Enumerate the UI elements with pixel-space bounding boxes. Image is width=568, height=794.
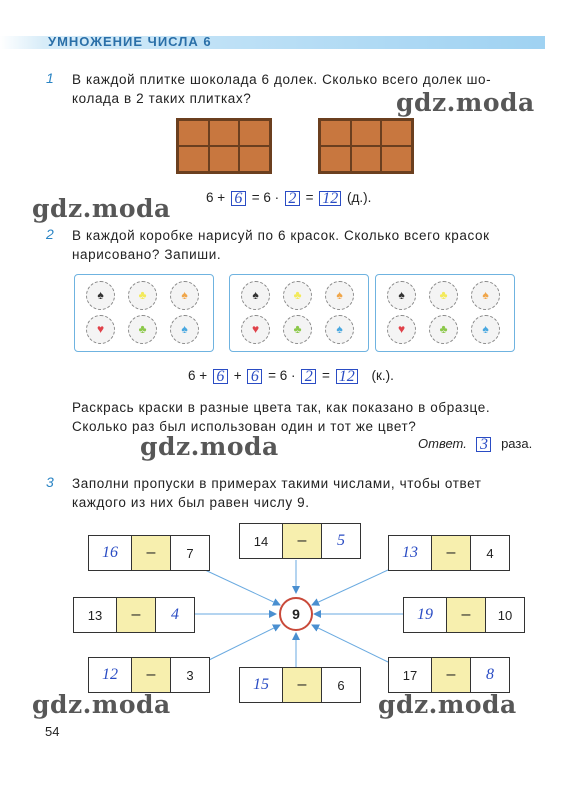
- subtraction-card: [239, 523, 361, 559]
- paint-blob-icon: ♠: [336, 288, 343, 302]
- watermark-3: gdz.moda: [140, 432, 279, 461]
- subtrahend-answer[interactable]: 8: [470, 658, 509, 692]
- task-1-answer-1[interactable]: 6: [231, 191, 246, 206]
- paint-blob-icon: ♣: [293, 288, 302, 302]
- paint-blob-icon: ♠: [181, 322, 188, 336]
- page-number: 54: [45, 724, 60, 739]
- watermark-5: gdz.moda: [378, 690, 517, 719]
- subtraction-card: [388, 657, 510, 693]
- paint-blob-icon: ♠: [482, 322, 489, 336]
- arrow-se: [312, 625, 388, 662]
- minuend-answer[interactable]: 13: [402, 544, 418, 561]
- task-2-line-1: В каждой коробке нарисуй по 6 красок. Сколько всего красок: [72, 228, 490, 243]
- subtraction-card: [88, 535, 210, 571]
- paint-blob-icon: ♥: [251, 322, 260, 336]
- minus-sign: –: [431, 536, 470, 570]
- minuend-answer[interactable]: 12: [102, 666, 118, 683]
- task-2-question-line-2: Сколько раз был использован один и тот же цвет?: [72, 419, 417, 434]
- task-3-line-2: каждого из них был равен числу 9.: [72, 495, 310, 510]
- paint-blob-icon: ♣: [293, 322, 302, 336]
- paint-blob-icon: ♣: [138, 288, 147, 302]
- task-1-line-2: колада в 2 таких плитках?: [72, 91, 252, 106]
- task-2-equation: 6 + 6 + 6 = 6 · 2 = 12 (к.).: [188, 368, 394, 385]
- subtrahend: 6: [321, 668, 360, 702]
- minus-sign: –: [282, 668, 321, 702]
- paint-blob-icon: ♣: [439, 322, 448, 336]
- paint-blob-icon: ♥: [397, 322, 406, 336]
- minuend-answer[interactable]: 15: [253, 676, 269, 693]
- subtrahend: 7: [170, 536, 209, 570]
- paint-blob-icon: ♥: [96, 322, 105, 336]
- subtraction-card: [88, 657, 210, 693]
- minuend: 17: [402, 667, 418, 683]
- arrow-nw: [205, 570, 280, 605]
- minus-sign: –: [446, 598, 485, 632]
- subtraction-card: [239, 667, 361, 703]
- subtraction-card: [73, 597, 195, 633]
- paint-blob-icon: ♠: [482, 288, 489, 302]
- arrow-sw: [205, 625, 280, 662]
- minuend: 14: [253, 533, 269, 549]
- task-1-answer-2[interactable]: 2: [285, 191, 300, 206]
- subtraction-card: [403, 597, 525, 633]
- paint-blob-icon: ♠: [97, 288, 104, 302]
- minus-sign: –: [282, 524, 321, 558]
- task-2-answer-value[interactable]: 3: [476, 437, 491, 452]
- minuend-answer[interactable]: 19: [417, 606, 433, 623]
- arrow-ne: [312, 570, 388, 605]
- task-2-number: 2: [46, 226, 54, 242]
- watermark-4: gdz.moda: [32, 690, 171, 719]
- paint-blob-icon: ♣: [138, 322, 147, 336]
- paint-blob-icon: ♠: [336, 322, 343, 336]
- page-title: УМНОЖЕНИЕ ЧИСЛА 6: [48, 34, 212, 49]
- minus-sign: –: [116, 598, 155, 632]
- task-2-line-2: нарисовано? Запиши.: [72, 247, 222, 262]
- subtrahend: 3: [170, 658, 209, 692]
- minus-sign: –: [131, 536, 170, 570]
- minuend-answer[interactable]: 16: [102, 544, 118, 561]
- task-2-answer-2[interactable]: 6: [247, 369, 262, 384]
- watermark-1: gdz.moda: [396, 88, 535, 117]
- task-3-number: 3: [46, 474, 54, 490]
- subtrahend-answer[interactable]: 4: [155, 598, 194, 632]
- task-2-answer-4[interactable]: 12: [336, 369, 358, 384]
- task-2-answer-1[interactable]: 6: [213, 369, 228, 384]
- task-2-answer-3[interactable]: 2: [301, 369, 316, 384]
- paint-blob-icon: ♠: [398, 288, 405, 302]
- task-1-line-1: В каждой плитке шоколада 6 долек. Сколько всего долек шо-: [72, 72, 492, 87]
- task-2-answer-line: Ответ. 3 раза.: [418, 436, 533, 453]
- subtrahend: 10: [485, 598, 524, 632]
- subtraction-card: [388, 535, 510, 571]
- watermark-2: gdz.moda: [32, 194, 171, 223]
- minus-sign: –: [131, 658, 170, 692]
- paint-blob-icon: ♠: [252, 288, 259, 302]
- minuend: 13: [87, 607, 103, 623]
- subtrahend: 4: [470, 536, 509, 570]
- paint-blob-icon: ♠: [181, 288, 188, 302]
- subtrahend-answer[interactable]: 5: [321, 524, 360, 558]
- target-number-circle: 9: [279, 597, 313, 631]
- task-1-answer-3[interactable]: 12: [319, 191, 341, 206]
- task-3-line-1: Заполни пропуски в примерах такими числами, чтобы ответ: [72, 476, 482, 491]
- task-1-equation: 6 + 6 = 6 · 2 = 12 (д.).: [206, 190, 372, 207]
- paint-blob-icon: ♣: [439, 288, 448, 302]
- task-2-question-line-1: Раскрась краски в разные цвета так, как показано в образце.: [72, 400, 491, 415]
- task-1-number: 1: [46, 70, 54, 86]
- minus-sign: –: [431, 658, 470, 692]
